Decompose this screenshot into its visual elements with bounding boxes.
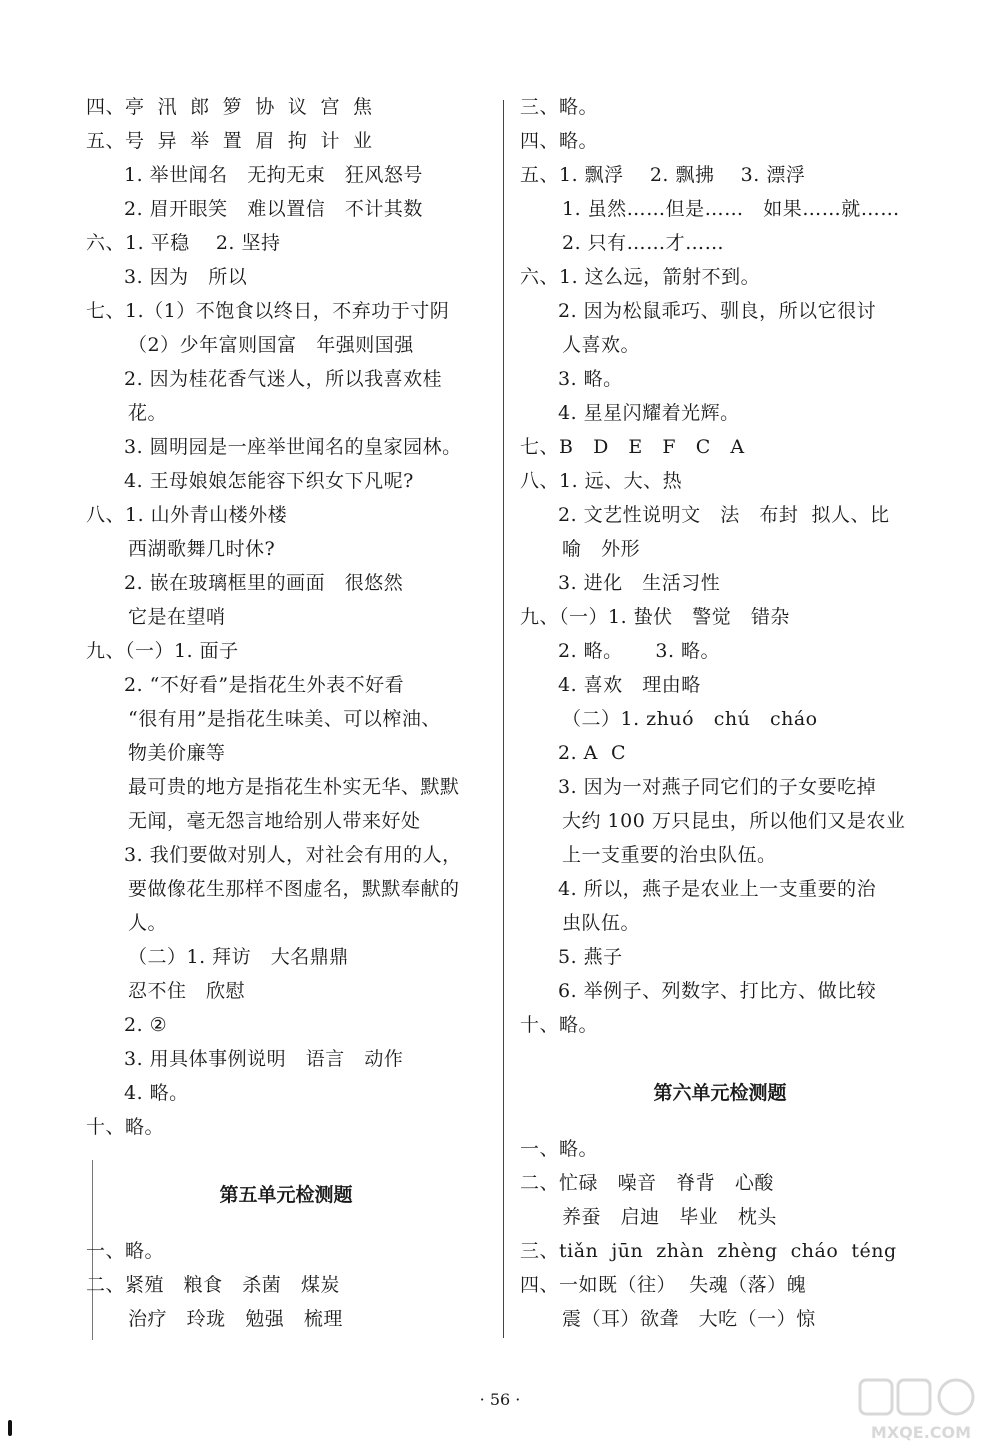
right-a-line: 六、1. 这么远，箭射不到。 <box>520 266 761 288</box>
watermark-text: MXQE.COM <box>870 1423 972 1442</box>
right-a-line: 6. 举例子、列数字、打比方、做比较 <box>558 980 877 1002</box>
left-a-line: （2）少年富则国富 年强则国强 <box>128 334 414 356</box>
left-a-line: 五、号 异 举 置 眉 拘 计 业 <box>86 130 373 152</box>
left-a-line: 3. 用具体事例说明 语言 动作 <box>124 1048 404 1070</box>
right-a-line: 4. 喜欢 理由略 <box>558 674 701 696</box>
left-a-line: 2. 因为桂花香气迷人，所以我喜欢桂 <box>124 368 443 390</box>
right-b-line: 震（耳）欲聋 大吃（一）惊 <box>562 1308 816 1330</box>
left-a-line: 4. 略。 <box>124 1082 189 1104</box>
left-answers-unit4 <box>86 90 486 1144</box>
right-a-line: 三、略。 <box>520 96 599 118</box>
right-a-line: 九、（一）1. 蛰伏 警觉 错杂 <box>520 606 790 628</box>
right-a-line: 上一支重要的治虫队伍。 <box>562 844 777 866</box>
page-number: · 56 · <box>479 1390 521 1409</box>
left-b-line: 二、紧殖 粮食 杀菌 煤炭 <box>86 1274 340 1296</box>
unit6-title: 第六单元检测题 <box>653 1082 787 1104</box>
left-a-line: 西湖歌舞几时休? <box>128 538 276 560</box>
left-a-line: 2. ② <box>124 1014 168 1036</box>
right-a-line: （二）1. zhuó chú cháo <box>562 708 818 730</box>
left-a-line: 七、1.（1）不饱食以终日，不弃功于寸阴 <box>86 300 450 322</box>
left-a-line: 四、亭 汛 郎 箩 协 议 宫 焦 <box>86 96 373 118</box>
right-a-line: 2. 略。 3. 略。 <box>558 640 721 662</box>
unit5-title: 第五单元检测题 <box>219 1184 353 1206</box>
left-a-line: （二）1. 拜访 大名鼎鼎 <box>128 946 349 968</box>
left-a-line: 八、1. 山外青山楼外楼 <box>86 504 288 526</box>
right-a-line: 3. 因为一对燕子同它们的子女要吃掉 <box>558 776 877 798</box>
column-divider <box>503 100 504 1338</box>
left-a-line: 九、（一）1. 面子 <box>86 640 239 662</box>
right-b-line: 四、一如既（往） 失魂（落）魄 <box>520 1274 807 1296</box>
left-a-line: 无闻，毫无怨言地给别人带来好处 <box>128 810 421 832</box>
left-b-line: 治疗 玲珑 勉强 梳理 <box>128 1308 343 1330</box>
right-a-line: 3. 进化 生活习性 <box>558 572 721 594</box>
right-a-line: 大约 100 万只昆虫，所以他们又是农业 <box>562 810 906 832</box>
right-a-line: 四、略。 <box>520 130 599 152</box>
right-a-line: 虫队伍。 <box>562 912 641 934</box>
right-b-line: 养蚕 启迪 毕业 枕头 <box>562 1206 777 1228</box>
right-a-line: 十、略。 <box>520 1014 599 1036</box>
left-a-line: 最可贵的地方是指花生朴实无华、默默 <box>128 776 460 798</box>
watermark-logo <box>856 1376 986 1444</box>
left-a-line: 忍不住 欣慰 <box>128 980 246 1002</box>
left-a-line: 十、略。 <box>86 1116 165 1138</box>
right-answers-unit5 <box>520 90 920 1042</box>
right-a-line: 2. 文艺性说明文 法 布封 拟人、比 <box>558 504 890 526</box>
left-a-line: 3. 因为 所以 <box>124 266 248 288</box>
left-a-line: 3. 圆明园是一座举世闻名的皇家园林。 <box>124 436 462 458</box>
left-a-line: 2. “不好看”是指花生外表不好看 <box>124 674 405 696</box>
right-a-line: 2. 只有……才…… <box>562 232 725 254</box>
right-a-line: 3. 略。 <box>558 368 623 390</box>
right-a-line: 1. 虽然……但是…… 如果……就…… <box>562 198 900 220</box>
left-a-line: 2. 眉开眼笑 难以置信 不计其数 <box>124 198 423 220</box>
left-a-line: “很有用”是指花生味美、可以榨油、 <box>128 708 441 730</box>
left-a-line: 物美价廉等 <box>128 742 226 764</box>
right-a-line: 2. 因为松鼠乖巧、驯良，所以它很讨 <box>558 300 877 322</box>
left-a-line: 3. 我们要做对别人，对社会有用的人， <box>124 844 462 866</box>
right-a-line: 人喜欢。 <box>562 334 641 356</box>
left-column <box>86 90 486 1336</box>
left-a-line: 4. 王母娘娘怎能容下织女下凡呢? <box>124 470 414 492</box>
right-b-line: 二、忙碌 噪音 脊背 心酸 <box>520 1172 774 1194</box>
right-a-line: 七、B D E F C A <box>520 436 745 458</box>
left-a-line: 要做像花生那样不图虚名，默默奉献的 <box>128 878 460 900</box>
left-a-line: 花。 <box>128 402 168 424</box>
left-a-line: 它是在望哨 <box>128 606 226 628</box>
right-a-line: 4. 星星闪耀着光辉。 <box>558 402 740 424</box>
right-b-line: 一、略。 <box>520 1138 599 1160</box>
left-a-line: 六、1. 平稳 2. 坚持 <box>86 232 281 254</box>
binding-mark <box>8 1420 12 1436</box>
right-answers-unit6 <box>520 1132 920 1336</box>
right-a-line: 2. A C <box>558 742 627 764</box>
right-a-line: 4. 所以，燕子是农业上一支重要的治 <box>558 878 877 900</box>
right-b-line: 三、tiǎn jūn zhàn zhèng cháo téng <box>520 1240 897 1262</box>
right-a-line: 5. 燕子 <box>558 946 623 968</box>
left-a-line: 2. 嵌在玻璃框里的画面 很悠然 <box>124 572 404 594</box>
left-answers-unit5 <box>86 1234 486 1336</box>
left-b-line: 一、略。 <box>86 1240 165 1262</box>
right-a-line: 八、1. 远、大、热 <box>520 470 683 492</box>
watermark-icon <box>856 1376 986 1444</box>
right-column <box>520 90 920 1336</box>
left-a-line: 1. 举世闻名 无拘无束 狂风怒号 <box>124 164 423 186</box>
right-a-line: 喻 外形 <box>562 538 641 560</box>
right-a-line: 五、1. 飘浮 2. 飘拂 3. 漂浮 <box>520 164 806 186</box>
left-a-line: 人。 <box>128 912 168 934</box>
